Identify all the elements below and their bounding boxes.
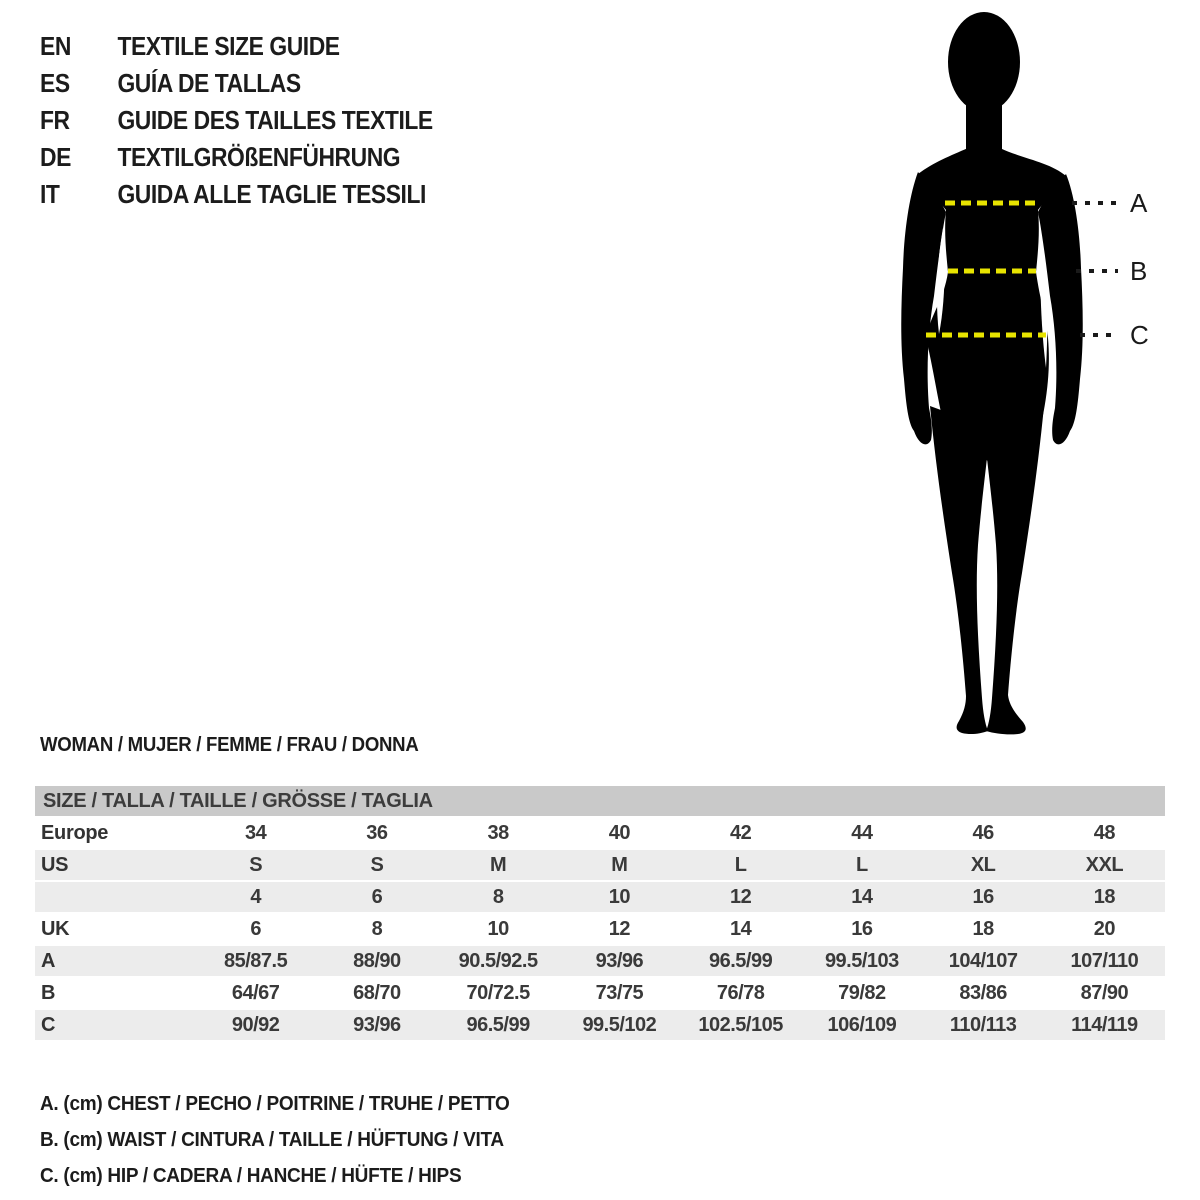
size-cell: 110/113	[949, 1014, 1017, 1036]
legend-line: C. (cm) HIP / CADERA / HANCHE / HÜFTE / HIPS	[40, 1164, 462, 1187]
table-row	[35, 850, 1165, 880]
size-cell: 12	[608, 918, 630, 940]
size-cell: 36	[366, 822, 388, 844]
size-cell: 114/119	[1071, 1014, 1138, 1036]
size-cell: 38	[487, 822, 509, 844]
row-label: Europe	[41, 822, 109, 844]
language-title: GUIDA ALLE TAGLIE TESSILI	[117, 179, 426, 209]
marker-label-a: A	[1130, 188, 1148, 218]
legend-line: A. (cm) CHEST / PECHO / POITRINE / TRUHE / PETTO	[40, 1092, 510, 1115]
language-title: TEXTILE SIZE GUIDE	[117, 31, 340, 61]
language-list	[40, 28, 486, 213]
size-cell: 99.5/103	[824, 950, 899, 972]
size-cell: 73/75	[595, 982, 644, 1004]
size-cell: 76/78	[716, 982, 765, 1004]
size-cell: 102.5/105	[698, 1014, 783, 1036]
size-cell: 46	[972, 822, 994, 844]
size-cell: L	[734, 854, 747, 876]
size-cell: 16	[972, 886, 994, 908]
silhouette-left-leg	[930, 406, 990, 734]
size-cell: 88/90	[353, 950, 401, 972]
size-cell: 107/110	[1070, 950, 1139, 972]
size-cell: 14	[851, 886, 873, 908]
size-cell: S	[249, 854, 263, 876]
size-cell: 64/67	[231, 982, 280, 1004]
table-row	[35, 978, 1165, 1008]
marker-label-b: B	[1130, 256, 1148, 286]
language-code: ES	[40, 68, 70, 98]
silhouette-right-leg	[984, 406, 1044, 734]
row-label: A	[41, 950, 56, 972]
size-cell: 99.5/102	[582, 1014, 657, 1036]
size-cell: 10	[487, 918, 509, 940]
table-row	[35, 818, 1165, 848]
size-cell: 96.5/99	[466, 1014, 530, 1036]
language-row	[40, 65, 433, 102]
size-cell: 6	[371, 886, 383, 908]
table-row	[35, 882, 1165, 912]
woman-silhouette-figure	[850, 0, 1190, 750]
size-cell: 4	[250, 886, 261, 908]
language-code: FR	[40, 105, 70, 135]
size-table-header: SIZE / TALLA / TAILLE / GRÖSSE / TAGLIA	[35, 786, 1165, 816]
language-row	[40, 176, 433, 213]
language-code: EN	[40, 31, 71, 61]
size-cell: 14	[730, 918, 752, 940]
size-cell: 18	[972, 918, 994, 940]
size-cell: 93/96	[595, 950, 644, 972]
size-cell: M	[490, 854, 507, 876]
size-cell: 10	[608, 886, 630, 908]
size-cell: 68/70	[353, 982, 401, 1004]
table-row	[35, 914, 1165, 944]
size-cell: 96.5/99	[709, 950, 773, 972]
language-row	[40, 28, 433, 65]
size-cell: 93/96	[353, 1014, 401, 1036]
row-label: C	[41, 1014, 56, 1036]
language-title: TEXTILGRÖßENFÜHRUNG	[117, 142, 401, 172]
size-table	[35, 786, 1165, 1040]
section-title: WOMAN / MUJER / FEMME / FRAU / DONNA	[40, 734, 419, 756]
size-cell: XXL	[1085, 854, 1124, 876]
size-cell: M	[611, 854, 628, 876]
size-cell: 8	[492, 886, 504, 908]
size-cell: 20	[1093, 918, 1115, 940]
size-cell: S	[370, 854, 384, 876]
size-cell: 87/90	[1080, 982, 1129, 1004]
size-cell: 44	[851, 822, 873, 844]
size-cell: 42	[730, 822, 752, 844]
size-cell: 40	[608, 822, 630, 844]
size-cell: 90/92	[231, 1014, 280, 1036]
size-cell: 12	[730, 886, 752, 908]
measurement-legend	[40, 1086, 534, 1194]
size-cell: 70/72.5	[466, 982, 530, 1004]
size-cell: 6	[250, 918, 261, 940]
size-table-body	[35, 818, 1165, 1040]
size-cell: 106/109	[827, 1014, 897, 1036]
size-cell: 18	[1093, 886, 1115, 908]
size-cell: 83/86	[959, 982, 1007, 1004]
table-row	[35, 946, 1165, 976]
size-cell: XL	[970, 854, 996, 876]
row-label: B	[41, 982, 56, 1004]
size-cell: 8	[371, 918, 383, 940]
language-title: GUIDE DES TAILLES TEXTILE	[117, 105, 433, 135]
size-cell: 85/87.5	[224, 950, 288, 972]
language-code: IT	[40, 179, 60, 209]
row-label: US	[41, 854, 69, 876]
row-label	[35, 882, 195, 912]
language-row	[40, 139, 433, 176]
size-cell: 79/82	[838, 982, 886, 1004]
silhouette-svg	[850, 0, 1190, 750]
size-cell: L	[856, 854, 868, 876]
language-title: GUÍA DE TALLAS	[117, 68, 301, 98]
size-cell: 16	[851, 918, 873, 940]
language-row	[40, 102, 433, 139]
size-cell: 48	[1093, 822, 1115, 844]
language-code: DE	[40, 142, 71, 172]
legend-line: B. (cm) WAIST / CINTURA / TAILLE / HÜFTUNG / VITA	[40, 1128, 504, 1151]
size-cell: 34	[245, 822, 267, 844]
size-cell: 90.5/92.5	[458, 950, 538, 972]
marker-label-c: C	[1130, 320, 1149, 350]
silhouette-neck	[966, 90, 1002, 154]
table-row	[35, 1010, 1165, 1040]
row-label: UK	[41, 918, 70, 940]
size-cell: 104/107	[948, 950, 1018, 972]
